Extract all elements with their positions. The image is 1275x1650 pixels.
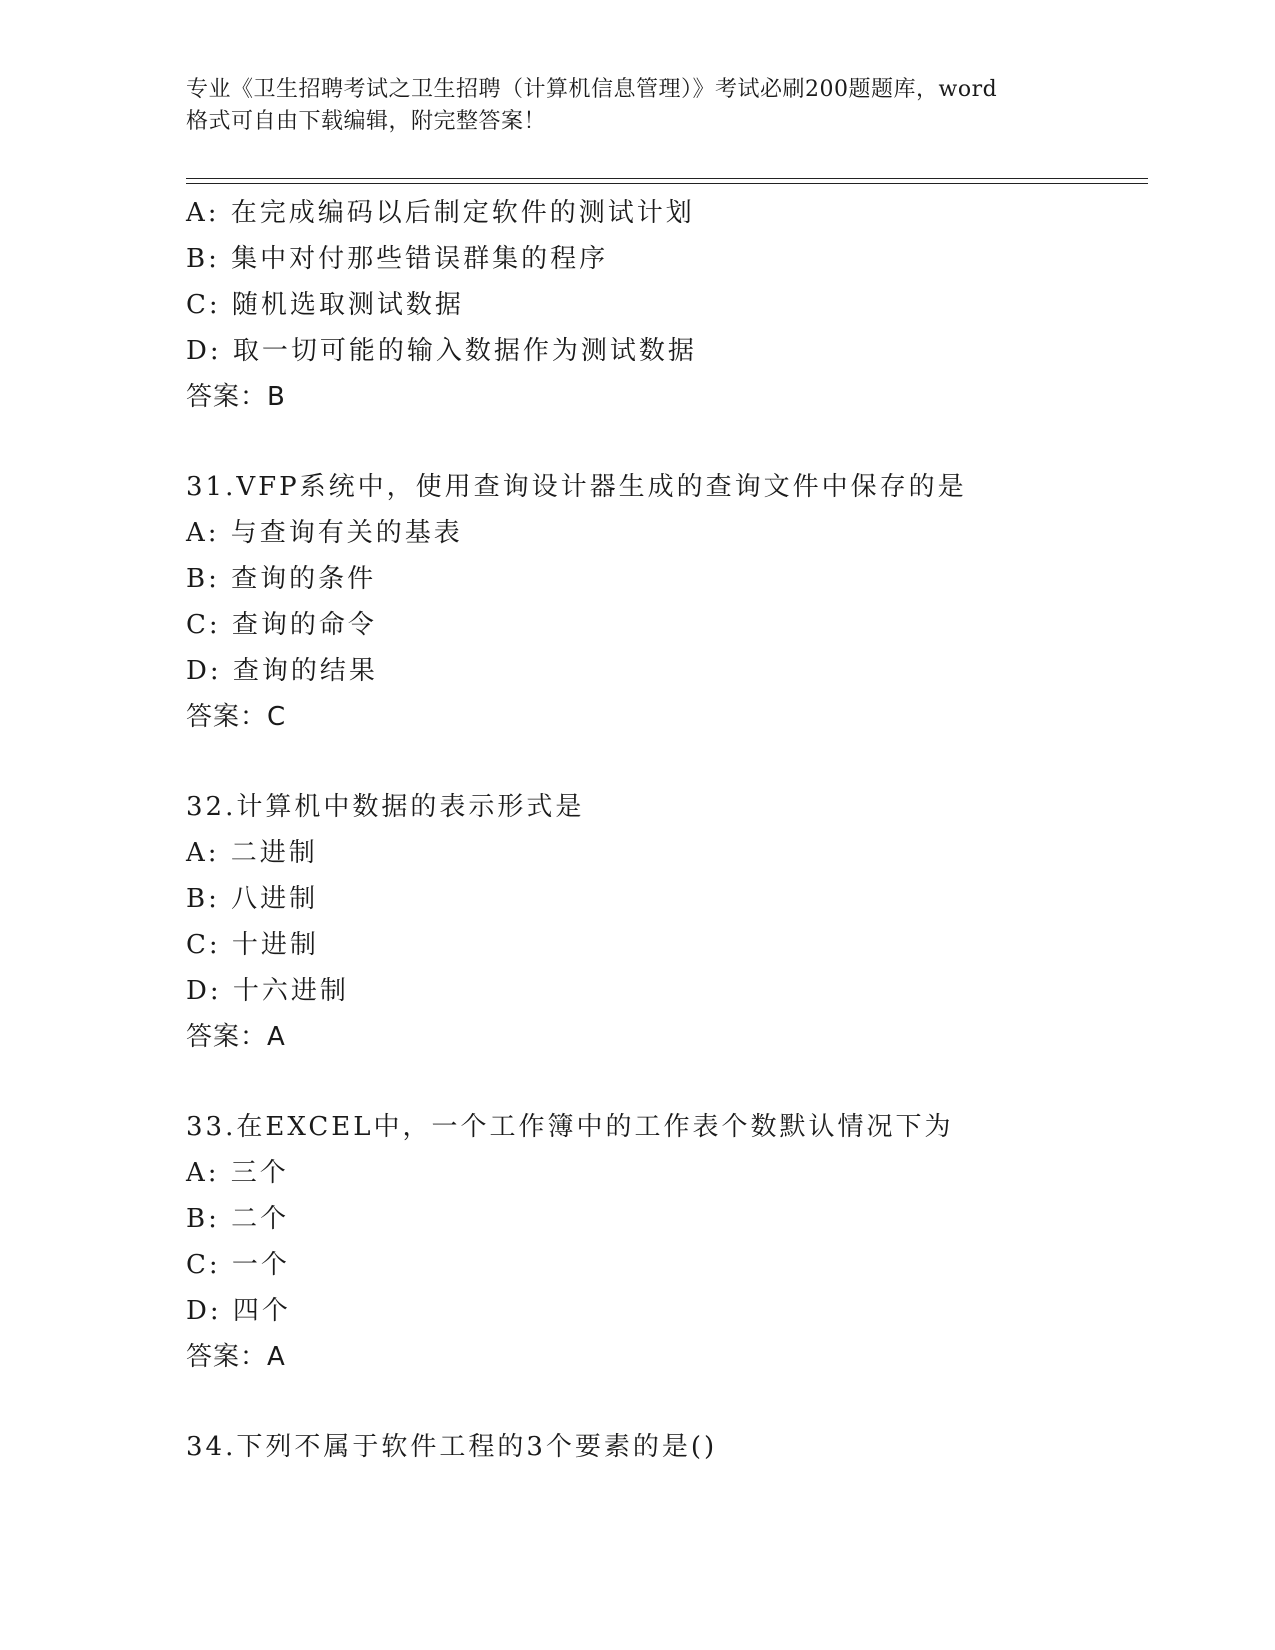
option-d: D: 四个 bbox=[186, 1296, 291, 1326]
question-text: 32.计算机中数据的表示形式是 bbox=[186, 792, 585, 822]
option-b: B: 二个 bbox=[186, 1204, 290, 1234]
option-a: A: 与查询有关的基表 bbox=[186, 518, 463, 548]
answer-line: 答案：C bbox=[186, 702, 287, 732]
question-text: 31.VFP系统中，使用查询设计器生成的查询文件中保存的是 bbox=[186, 472, 967, 502]
option-d: D: 取一切可能的输入数据作为测试数据 bbox=[186, 336, 697, 366]
option-a: A: 三个 bbox=[186, 1158, 289, 1188]
option-b: B: 查询的条件 bbox=[186, 564, 377, 594]
header-divider-bottom bbox=[186, 183, 1148, 184]
header-title-line-2: 格式可自由下载编辑，附完整答案！ bbox=[186, 109, 547, 134]
option-a: A: 二进制 bbox=[186, 838, 318, 868]
question-block-32 bbox=[186, 784, 1146, 1060]
answer-line: 答案：A bbox=[186, 1342, 286, 1372]
question-block-31 bbox=[186, 464, 1146, 740]
option-c: C: 十进制 bbox=[186, 930, 319, 960]
question-block-33 bbox=[186, 1104, 1146, 1380]
question-block-prev bbox=[186, 190, 1146, 420]
header-divider-top bbox=[186, 178, 1148, 179]
answer-line: 答案：B bbox=[186, 382, 286, 412]
question-text: 33.在EXCEL中，一个工作簿中的工作表个数默认情况下为 bbox=[186, 1112, 954, 1142]
option-d: D: 十六进制 bbox=[186, 976, 349, 1006]
header-title-line-1: 专业《卫生招聘考试之卫生招聘（计算机信息管理）》考试必刷200题题库，word bbox=[186, 77, 998, 102]
option-b: B: 集中对付那些错误群集的程序 bbox=[186, 244, 609, 274]
answer-line: 答案：A bbox=[186, 1022, 286, 1052]
question-list bbox=[186, 190, 1146, 1470]
option-d: D: 查询的结果 bbox=[186, 656, 378, 686]
option-a: A: 在完成编码以后制定软件的测试计划 bbox=[186, 198, 695, 228]
option-c: C: 查询的命令 bbox=[186, 610, 377, 640]
option-c: C: 一个 bbox=[186, 1250, 290, 1280]
question-text: 34.下列不属于软件工程的3个要素的是() bbox=[186, 1432, 718, 1462]
option-b: B: 八进制 bbox=[186, 884, 319, 914]
option-c: C: 随机选取测试数据 bbox=[186, 290, 464, 320]
question-block-34 bbox=[186, 1424, 1146, 1470]
